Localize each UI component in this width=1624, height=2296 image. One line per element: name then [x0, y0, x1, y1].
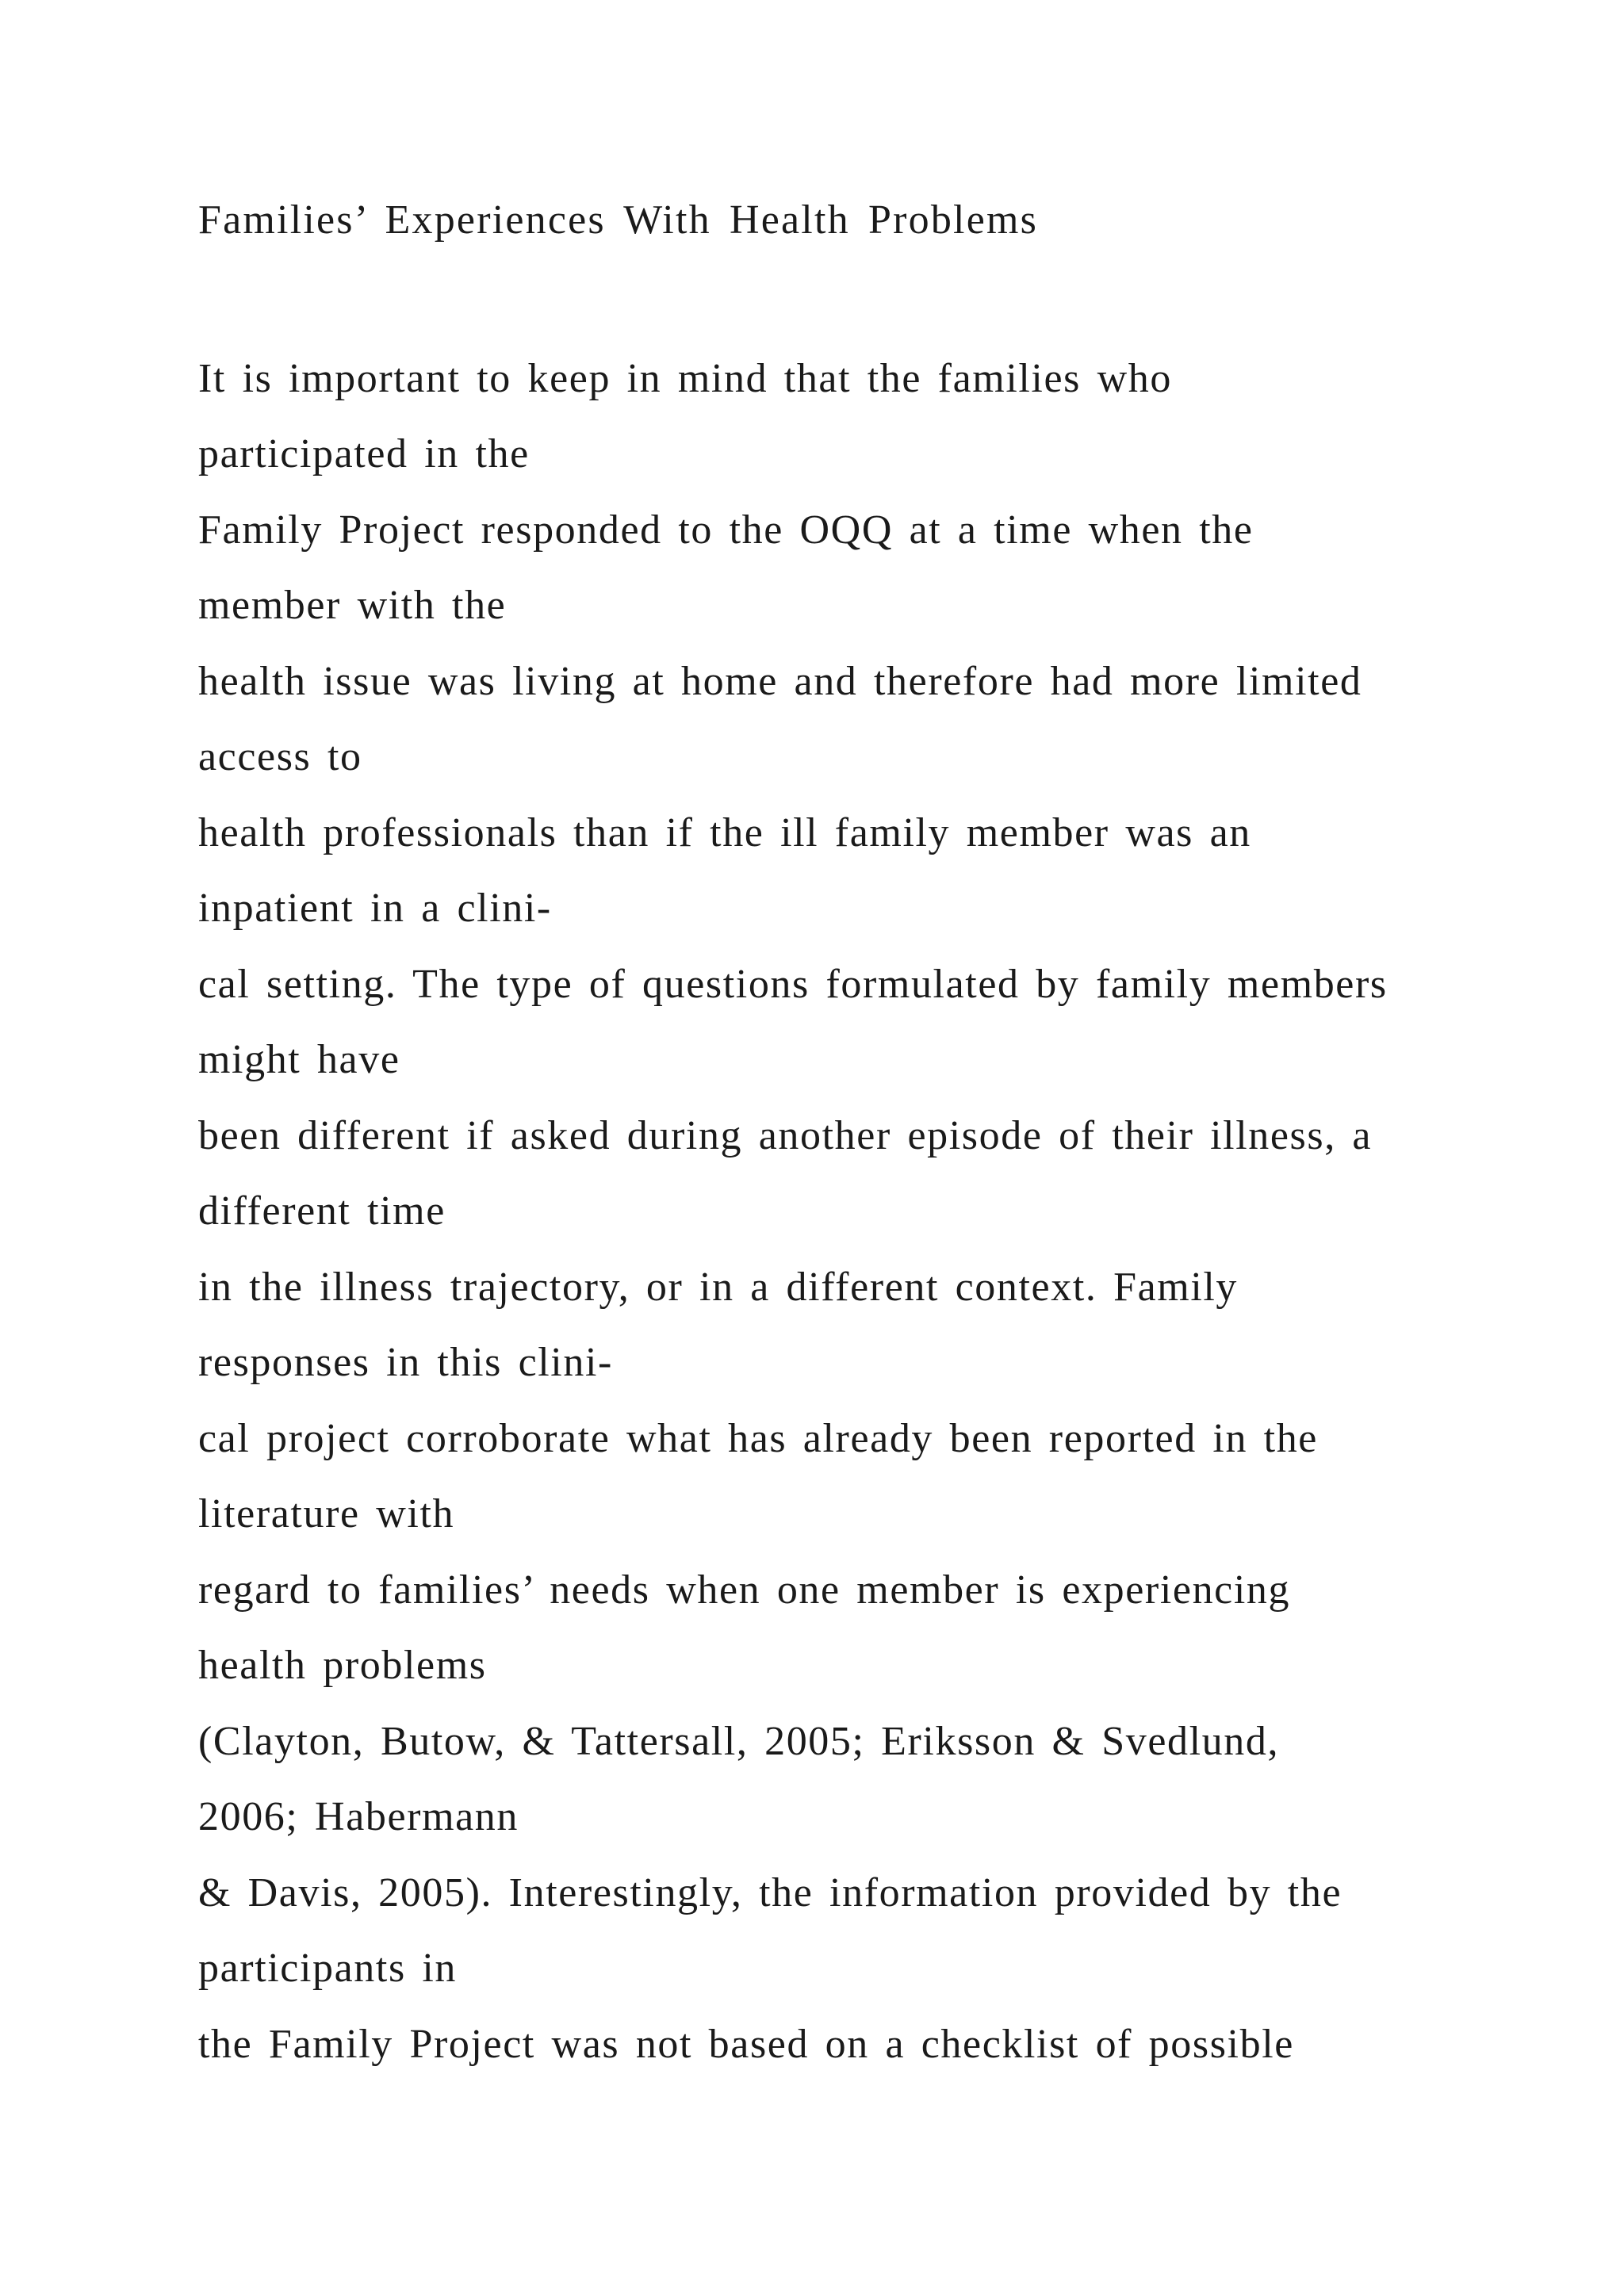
body-line: different time	[198, 1188, 446, 1234]
body-line: cal project corroborate what has already been reported in the	[198, 1416, 1318, 1461]
body-line: & Davis, 2005). Interestingly, the information provided by the	[198, 1870, 1342, 1915]
body-line: participated in the	[198, 431, 530, 476]
body-line: been different if asked during another episode of their illness, a	[198, 1113, 1373, 1158]
body-line: 2006; Habermann	[198, 1794, 519, 1839]
body-line: health professionals than if the ill family member was an	[198, 810, 1251, 855]
body-line: Family Project responded to the OQQ at a time when the	[198, 507, 1254, 553]
body-line: the Family Project was not based on a checklist of possible	[198, 2022, 1294, 2067]
body-line: It is important to keep in mind that the families who	[198, 356, 1172, 401]
body-line: cal setting. The type of questions formulated by family members	[198, 962, 1388, 1007]
body-line: member with the	[198, 583, 507, 628]
body-line: literature with	[198, 1491, 455, 1536]
body-line: access to	[198, 734, 362, 779]
body-line: health issue was living at home and therefore had more limited	[198, 659, 1362, 704]
body-line: (Clayton, Butow, & Tattersall, 2005; Eriksson & Svedlund,	[198, 1719, 1280, 1764]
body-line: might have	[198, 1037, 400, 1082]
body-line: health problems	[198, 1643, 487, 1688]
body-line: participants in	[198, 1946, 458, 1991]
body-line: in the illness trajectory, or in a different context. Family	[198, 1265, 1239, 1310]
body-line: regard to families’ needs when one member is experiencing	[198, 1567, 1291, 1613]
body-line: responses in this clini-	[198, 1340, 613, 1385]
document-title: Families’ Experiences With Health Problems	[198, 197, 1039, 243]
body-line: inpatient in a clini-	[198, 886, 552, 931]
